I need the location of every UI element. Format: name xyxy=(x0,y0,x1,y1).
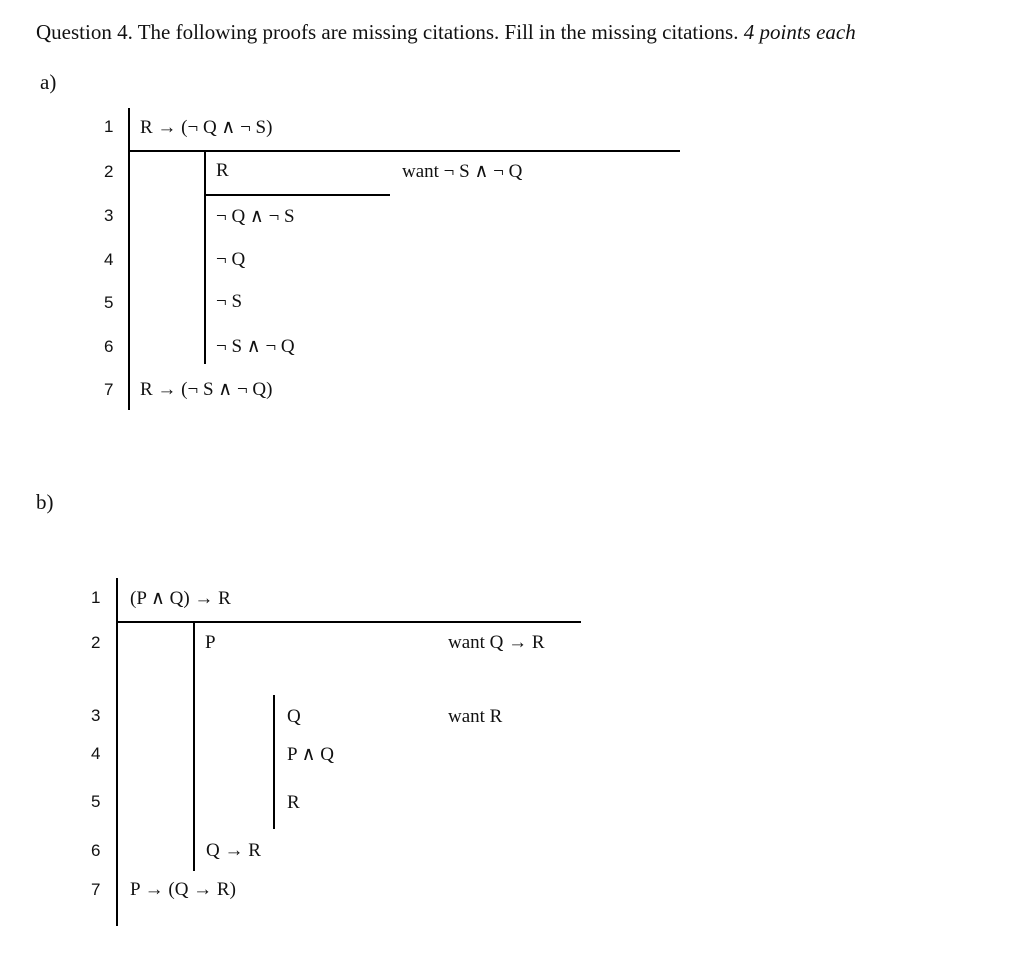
proof-a-line-number: 6 xyxy=(104,337,114,356)
proof-b-line-number: 4 xyxy=(91,744,101,763)
proof-b-formula: P ∧ Q xyxy=(287,744,334,765)
proof-a-formula: ¬ Q ∧ ¬ S xyxy=(216,206,295,227)
proof-b-line-number: 1 xyxy=(91,588,101,607)
question-heading: Question 4. The following proofs are missing citations. Fill in the missing citations. xyxy=(36,20,739,44)
proof-b-formula: P xyxy=(205,632,216,653)
proof-b-line-number: 7 xyxy=(91,880,101,899)
proof-a-formula: R → (¬ Q ∧ ¬ S) xyxy=(140,117,273,138)
proof-b-want-note-2: want Q → R xyxy=(448,632,545,653)
proof-b-line-number: 6 xyxy=(91,841,101,860)
proof-b-formula: Q xyxy=(287,706,301,727)
proof-a-line-number: 3 xyxy=(104,206,114,225)
proof-b-inner-subproof-scope-line xyxy=(273,695,275,829)
proof-a-subproof-scope-line xyxy=(204,152,206,364)
proof-b-main-scope-line xyxy=(116,578,118,926)
proof-a-main-scope-line xyxy=(128,108,130,410)
proof-b-want-note-3: want R xyxy=(448,706,503,727)
proof-a-line-number: 5 xyxy=(104,293,114,312)
question-points: 4 points each xyxy=(743,20,856,44)
proof-b-line-number: 3 xyxy=(91,706,101,725)
proof-b-line-number: 5 xyxy=(91,792,101,811)
proof-b-formula: (P ∧ Q) → R xyxy=(130,588,231,609)
proof-b-formula: P → (Q → R) xyxy=(130,879,236,900)
proof-a-formula: ¬ Q xyxy=(216,249,246,270)
proof-b-formula: Q → R xyxy=(206,840,261,861)
proof-a-line-number: 4 xyxy=(104,250,114,269)
proof-a-formula: R xyxy=(216,160,229,181)
proof-b-subproof-scope-line xyxy=(193,623,195,871)
proof-a-formula: ¬ S xyxy=(216,291,243,312)
proof-a-want-note: want ¬ S ∧ ¬ Q xyxy=(402,161,523,182)
proof-a-line-number: 2 xyxy=(104,162,114,181)
proof-b-premise-bar xyxy=(116,621,581,623)
proof-a-label: a) xyxy=(40,70,57,94)
proof-a-assumption-bar xyxy=(204,194,390,196)
proof-a-formula: R → (¬ S ∧ ¬ Q) xyxy=(140,379,273,400)
proof-b-label: b) xyxy=(36,490,54,514)
proof-a-formula: ¬ S ∧ ¬ Q xyxy=(216,336,295,357)
proof-b-formula: R xyxy=(287,792,300,813)
question-title xyxy=(36,20,856,45)
proof-b-line-number: 2 xyxy=(91,633,101,652)
proof-a-premise-bar xyxy=(128,150,680,152)
proof-a-line-number: 1 xyxy=(104,117,114,136)
proof-a-line-number: 7 xyxy=(104,380,114,399)
